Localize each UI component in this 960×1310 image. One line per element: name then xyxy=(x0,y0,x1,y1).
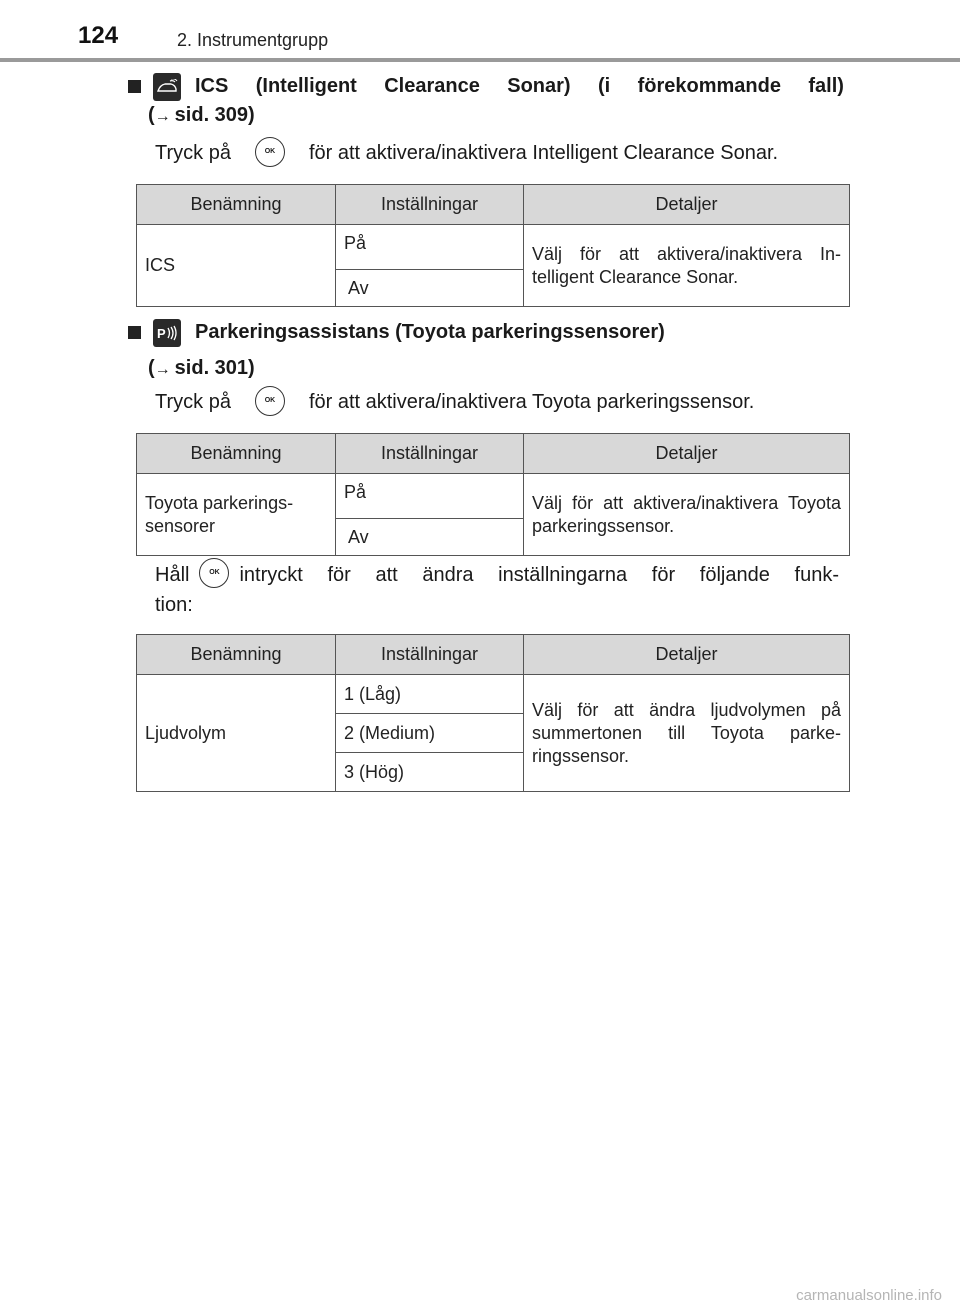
page-header xyxy=(0,0,960,62)
volume-settings-table xyxy=(136,634,850,792)
setting-name: ICS xyxy=(137,225,336,307)
column-header: Inställningar xyxy=(336,434,524,474)
setting-name: Ljudvolym xyxy=(137,675,336,792)
parking-page-reference[interactable]: (→ sid. 301) xyxy=(148,357,255,379)
header-rule xyxy=(0,58,960,62)
ics-page-reference[interactable]: (→ sid. 309) xyxy=(148,104,255,126)
ics-instruction: Tryck på OK för att aktivera/inaktivera Intelligent Clearance Sonar. xyxy=(155,138,778,169)
ics-title: ICS (Intelligent Clearance Sonar) (i förekommande fall) xyxy=(195,75,844,97)
arrow-right-icon: → xyxy=(154,361,171,378)
setting-option: 2 (Medium) xyxy=(336,714,524,753)
ics-sonar-icon xyxy=(153,73,181,101)
setting-option: 3 (Hög) xyxy=(336,753,524,792)
chapter-title: 2. Instrumentgrupp xyxy=(177,30,329,50)
setting-detail: Välj för att aktivera/inaktivera Toyota parkeringssensor. xyxy=(524,474,850,556)
setting-detail: Välj för att ändra ljudvolymen på summertonen till Toyota parkeringssensor. xyxy=(524,675,850,792)
table-header-row xyxy=(137,635,850,675)
setting-option: Av xyxy=(336,270,524,307)
ok-button-icon: OK xyxy=(255,386,285,416)
column-header: Inställningar xyxy=(336,635,524,675)
table-header-row xyxy=(137,185,850,225)
column-header: Detaljer xyxy=(524,635,850,675)
bullet-square-icon xyxy=(128,326,141,339)
table-row xyxy=(137,225,850,270)
ics-heading xyxy=(128,72,844,131)
column-header: Benämning xyxy=(137,185,336,225)
column-header: Benämning xyxy=(137,635,336,675)
ok-button-icon: OK xyxy=(255,137,285,167)
svg-text:P: P xyxy=(157,325,166,341)
table-row xyxy=(137,675,850,714)
footer-watermark: carmanualsonline.info xyxy=(796,1287,942,1304)
table-header-row xyxy=(137,434,850,474)
column-header: Benämning xyxy=(137,434,336,474)
bullet-square-icon xyxy=(128,80,141,93)
table-row xyxy=(137,474,850,519)
parking-heading xyxy=(128,318,844,384)
parking-settings-table xyxy=(136,433,850,556)
setting-option: 1 (Låg) xyxy=(336,675,524,714)
parking-sensor-icon xyxy=(153,319,181,347)
setting-name: Toyota parkeringssensorer xyxy=(137,474,336,556)
column-header: Detaljer xyxy=(524,185,850,225)
parking-instruction: Tryck på OK för att aktivera/inaktivera Toyota parkeringssensor. xyxy=(155,387,754,418)
setting-detail: Välj för att aktivera/inaktivera Intelligent Clearance Sonar. xyxy=(524,225,850,307)
arrow-right-icon: → xyxy=(154,108,171,125)
ok-button-icon: OK xyxy=(199,558,229,588)
ics-settings-table xyxy=(136,184,850,307)
volume-instruction: Håll OK intryckt för att ändra inställningarna för följande funk- tion: xyxy=(155,560,839,620)
column-header: Detaljer xyxy=(524,434,850,474)
column-header: Inställningar xyxy=(336,185,524,225)
parking-title: Parkeringsassistans (Toyota parkeringssensorer) xyxy=(195,321,665,343)
page-number: 124 xyxy=(78,22,119,49)
setting-option: På xyxy=(336,225,524,270)
setting-option: Av xyxy=(336,519,524,556)
setting-option: På xyxy=(336,474,524,519)
